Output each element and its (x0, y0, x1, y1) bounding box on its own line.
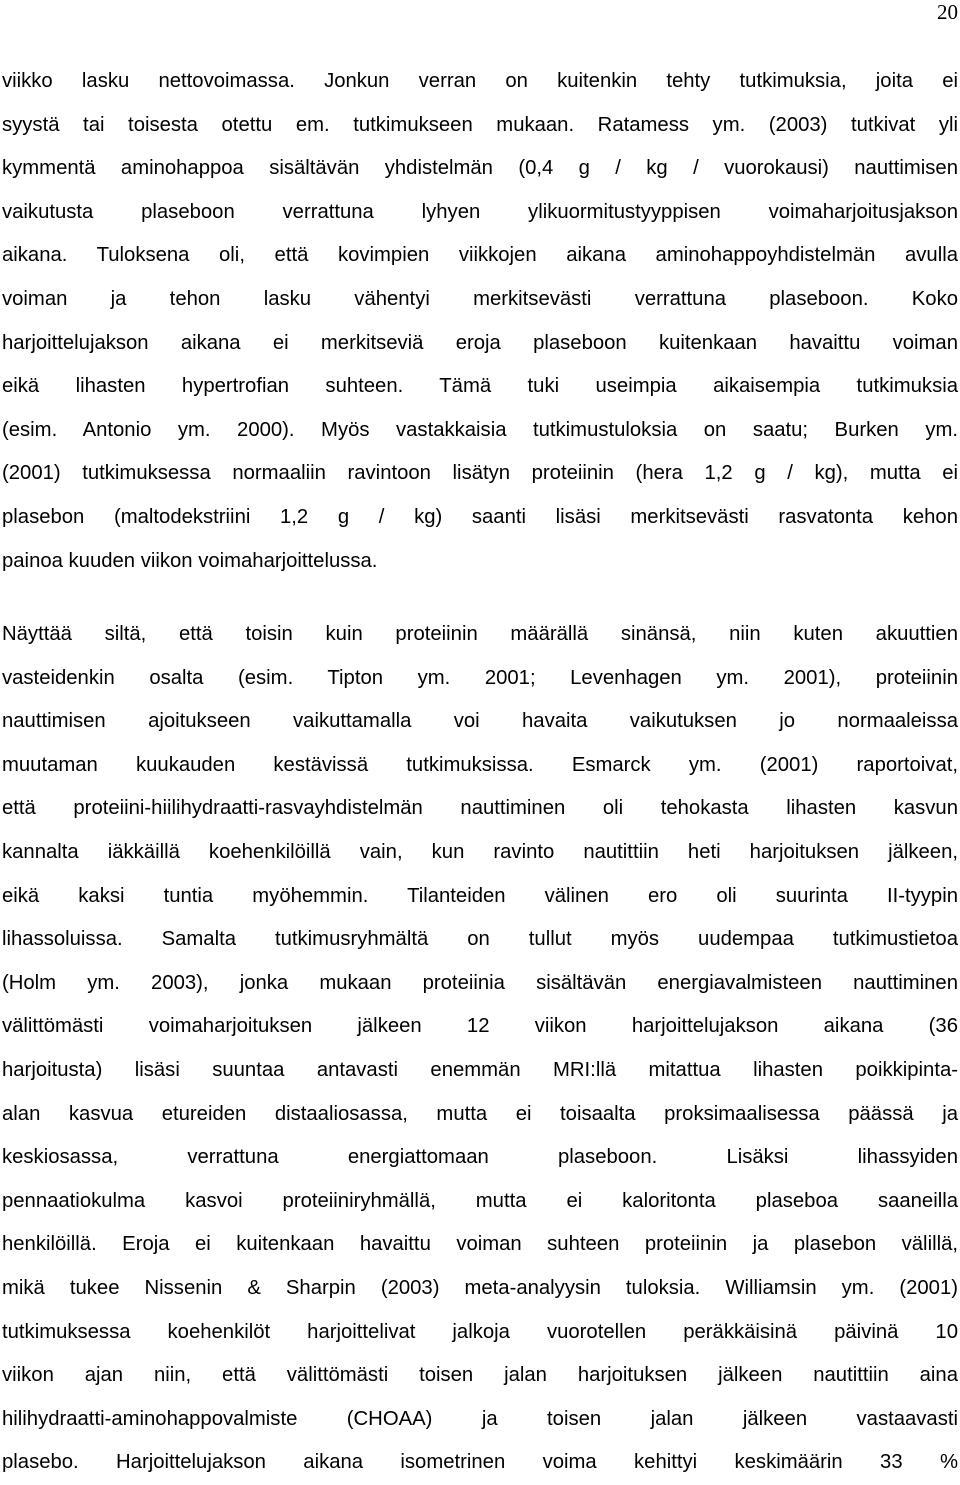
text-line: että proteiini-hiilihydraatti-rasvayhdistelmän nauttiminen oli tehokasta lihasten kasvun (2, 797, 958, 820)
text-line: eikä lihasten hypertrofian suhteen. Tämä tuki useimpia aikaisempia tutkimuksia (2, 375, 958, 398)
text-line: keskiosassa, verrattuna energiattomaan plaseboon. Lisäksi lihassyiden (2, 1146, 958, 1169)
page-number: 20 (937, 0, 958, 24)
text-line: plasebo. Harjoittelujakson aikana isometrinen voima kehittyi keskimäärin 33 % (2, 1451, 958, 1474)
text-line: (2001) tutkimuksessa normaaliin ravintoon lisätyn proteiinin (hera 1,2 g / kg), mutta ei (2, 462, 958, 485)
text-line: Näyttää siltä, että toisin kuin proteiinin määrällä sinänsä, niin kuten akuuttien (2, 623, 958, 645)
text-line: muutaman kuukauden kestävissä tutkimuksissa. Esmarck ym. (2001) raportoivat, (2, 753, 958, 776)
text-line: (esim. Antonio ym. 2000). Myös vastakkaisia tutkimustuloksia on saatu; Burken ym. (2, 418, 958, 441)
text-line: kymmentä aminohappoa sisältävän yhdistelmän (0,4 g / kg / vuorokausi) nauttimisen (2, 157, 958, 180)
text-line: viikon ajan niin, että välittömästi toisen jalan harjoituksen jälkeen nautittiin aina (2, 1364, 958, 1387)
text-line: hilihydraatti-aminohappovalmiste (CHOAA) ja toisen jalan jälkeen vastaavasti (2, 1407, 958, 1430)
text-line: plasebon (maltodekstriini 1,2 g / kg) saanti lisäsi merkitsevästi rasvatonta kehon (2, 505, 958, 528)
text-line: eikä kaksi tuntia myöhemmin. Tilanteiden välinen ero oli suurinta II-tyypin (2, 884, 958, 907)
text-line: henkilöillä. Eroja ei kuitenkaan havaittu voiman suhteen proteiinin ja plasebon välillä, (2, 1233, 958, 1256)
text-line: harjoitusta) lisäsi suuntaa antavasti enemmän MRI:llä mitattua lihasten poikkipinta- (2, 1058, 958, 1081)
text-line: viikko lasku nettovoimassa. Jonkun verran on kuitenkin tehty tutkimuksia, joita ei (2, 70, 958, 92)
text-line: lihassoluissa. Samalta tutkimusryhmältä on tullut myös uudempaa tutkimustietoa (2, 928, 958, 951)
text-line: vaikutusta plaseboon verrattuna lyhyen ylikuormitustyyppisen voimaharjoitusjakson (2, 200, 958, 223)
text-line: mikä tukee Nissenin & Sharpin (2003) meta-analyysin tuloksia. Williamsin ym. (2001) (2, 1276, 958, 1299)
text-line: vasteidenkin osalta (esim. Tipton ym. 2001; Levenhagen ym. 2001), proteiinin (2, 666, 958, 689)
text-line: aikana. Tuloksena oli, että kovimpien viikkojen aikana aminohappoyhdistelmän avulla (2, 244, 958, 267)
text-line: välittömästi voimaharjoituksen jälkeen 12 viikon harjoittelujakson aikana (36 (2, 1015, 958, 1038)
text-line: voiman ja tehon lasku vähentyi merkitsevästi verrattuna plaseboon. Koko (2, 287, 958, 310)
text-line: harjoittelujakson aikana ei merkitseviä eroja plaseboon kuitenkaan havaittu voiman (2, 331, 958, 354)
paragraph-1 (2, 60, 958, 583)
text-line: syystä tai toisesta otettu em. tutkimukseen mukaan. Ratamess ym. (2003) tutkivat yli (2, 113, 958, 136)
text-line: pennaatiokulma kasvoi proteiiniryhmällä, mutta ei kaloritonta plaseboa saaneilla (2, 1189, 958, 1212)
text-line: (Holm ym. 2003), jonka mukaan proteiinia sisältävän energiavalmisteen nauttiminen (2, 971, 958, 994)
text-line: tutkimuksessa koehenkilöt harjoittelivat jalkoja vuorotellen peräkkäisinä päivinä 10 (2, 1320, 958, 1343)
text-line: painoa kuuden viikon voimaharjoittelussa. (2, 549, 378, 572)
text-line: alan kasvua etureiden distaaliosassa, mutta ei toisaalta proksimaalisessa päässä ja (2, 1102, 958, 1125)
text-line: kannalta iäkkäillä koehenkilöillä vain, kun ravinto nautittiin heti harjoituksen jälkeen, (2, 840, 958, 863)
text-line: nauttimisen ajoitukseen vaikuttamalla voi havaita vaikutuksen jo normaaleissa (2, 710, 958, 733)
paragraph-2 (2, 613, 958, 1485)
